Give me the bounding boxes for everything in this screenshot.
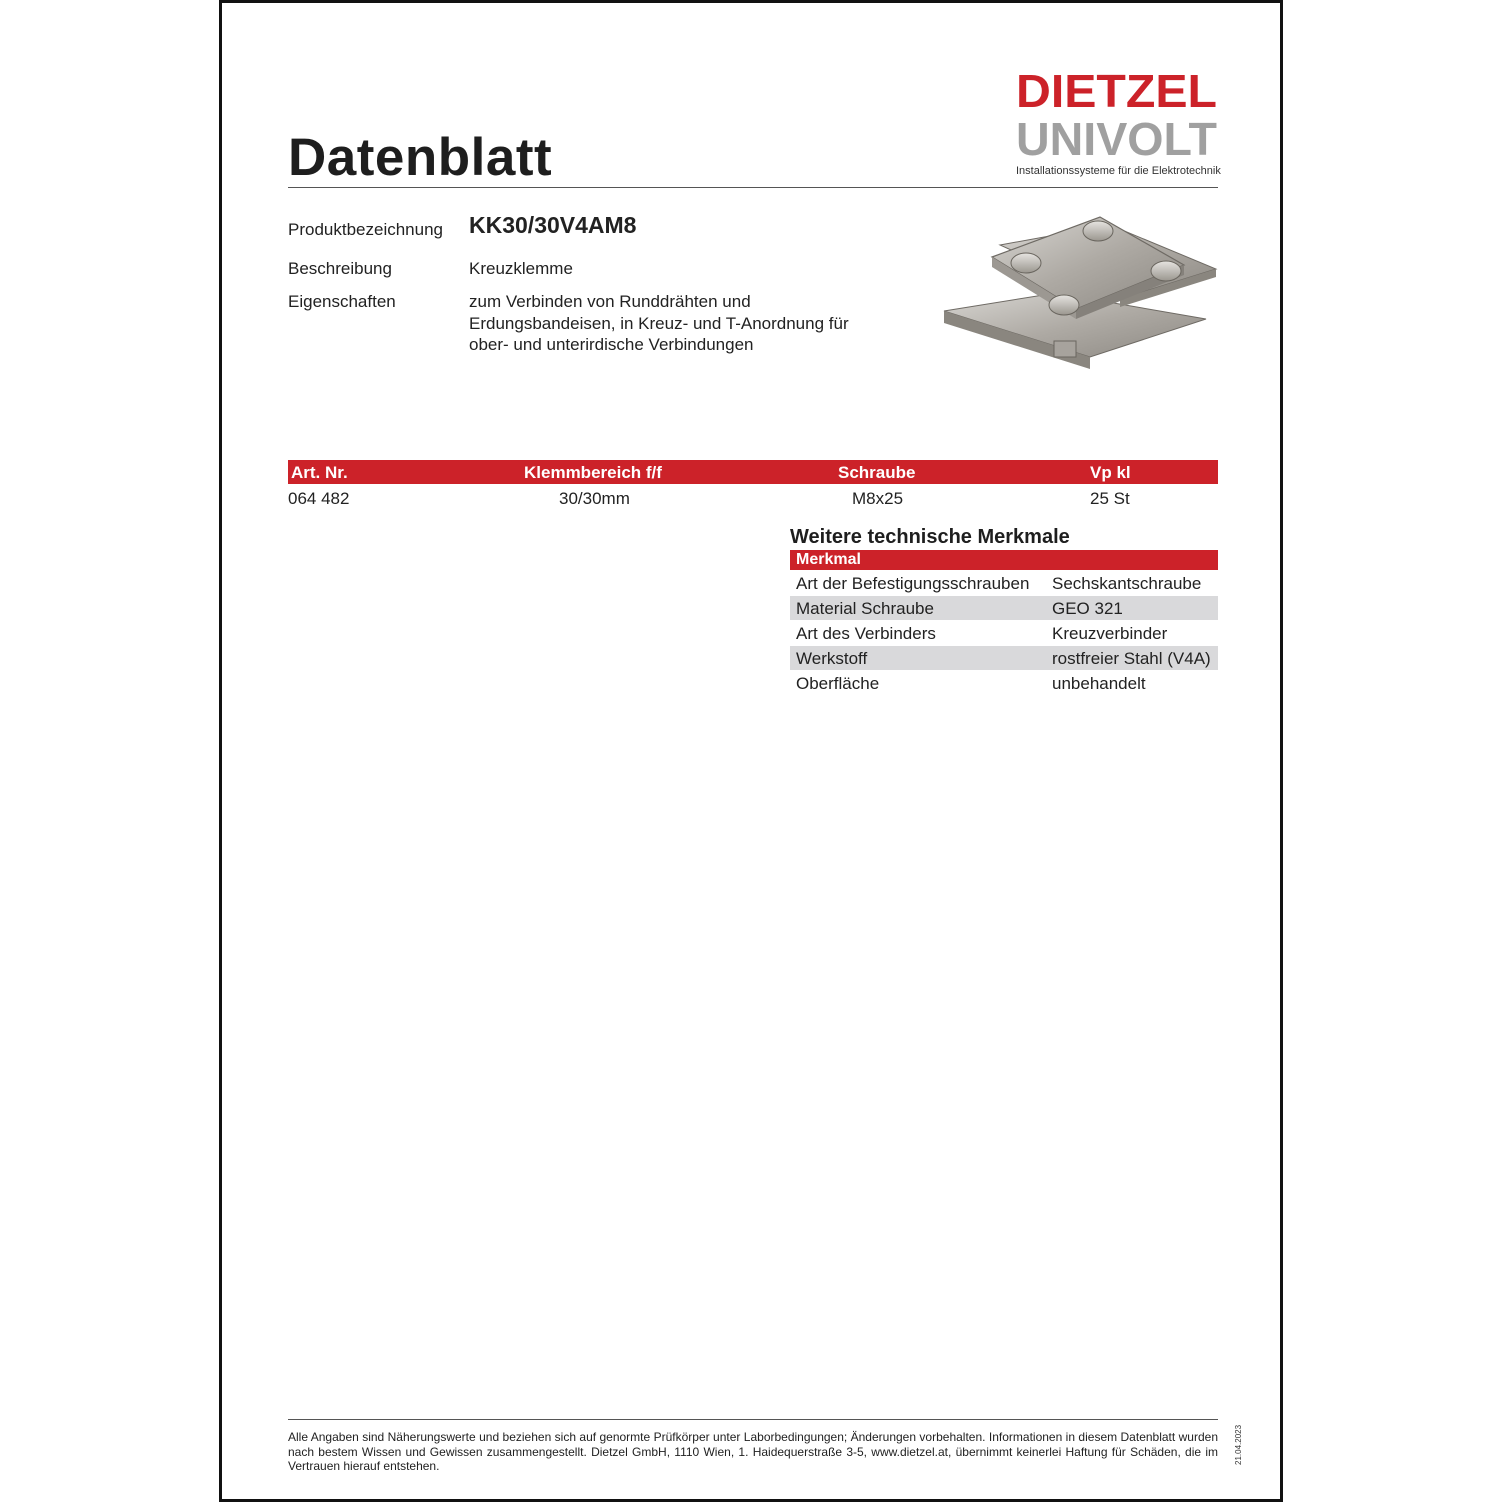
feature-key: Werkstoff: [796, 649, 868, 668]
product-name: KK30/30V4AM8: [469, 212, 637, 238]
footer-divider: [288, 1419, 1218, 1420]
properties-value: [469, 291, 849, 356]
features-header: [790, 550, 1218, 570]
feature-key: Material Schraube: [796, 599, 934, 618]
logo-tagline: Installationssysteme für die Elektrotechnik: [1016, 165, 1221, 177]
feature-value: Kreuzverbinder: [1052, 624, 1168, 643]
article-number: 064 482: [288, 489, 350, 508]
footer-disclaimer: Alle Angaben sind Näherungswerte und beziehen sich auf genormte Prüfkörper unter Laborbedingungen; Änderungen vorbehalten. Informationen in diesem Datenblatt wurden nach bestem Wissen und Gewissen zusammengestellt. Dietzel GmbH, 1110 Wien, 1. Haidequerstraße 3-5, www.dietzel.at, übernimmt keinerlei Haftung für Schäden, die im Vertrauen hierauf entstehen.: [288, 1430, 1218, 1473]
feature-row: [790, 621, 1218, 645]
column-header: Klemmbereich f/f: [524, 463, 662, 482]
description-value: Kreuzklemme: [469, 259, 573, 278]
clamp-range: 30/30mm: [559, 489, 630, 508]
packaging-unit: 25 St: [1090, 489, 1130, 508]
page-title: Datenblatt: [288, 128, 553, 187]
article-table-header: [288, 460, 1218, 484]
logo-line2: UNIVOLT: [1016, 113, 1217, 165]
column-header: Art. Nr.: [291, 463, 348, 482]
product-name-label: Produktbezeichnung: [288, 220, 444, 239]
feature-row: [790, 646, 1218, 670]
features-header-label: Merkmal: [796, 551, 861, 568]
properties-line: ober- und unterirdische Verbindungen: [469, 335, 754, 354]
feature-key: Oberfläche: [796, 674, 880, 693]
feature-value: GEO 321: [1052, 599, 1123, 618]
feature-row: [790, 571, 1218, 595]
feature-row: [790, 596, 1218, 620]
table-row: [288, 486, 1218, 510]
properties-line: zum Verbinden von Runddrähten und: [469, 292, 751, 311]
screw-size: M8x25: [852, 489, 904, 508]
document-date: 21.04.2023: [1234, 1424, 1243, 1465]
column-header: Vp kl: [1090, 463, 1131, 482]
feature-value: rostfreier Stahl (V4A): [1052, 649, 1211, 668]
datasheet-page: [219, 0, 1283, 1502]
description-label: Beschreibung: [288, 259, 392, 278]
features-title: Weitere technische Merkmale: [790, 526, 1070, 548]
properties-label: Eigenschaften: [288, 292, 396, 311]
feature-key: Art der Befestigungsschrauben: [796, 574, 1030, 593]
cross-clamp-photo-icon: [940, 211, 1220, 381]
properties-line: Erdungsbandeisen, in Kreuz- und T-Anordnung für: [469, 313, 849, 333]
feature-value: unbehandelt: [1052, 674, 1146, 693]
column-header: Schraube: [838, 463, 916, 482]
feature-row: [790, 671, 1218, 695]
logo-line1: DIETZEL: [1016, 69, 1217, 117]
header-divider: [288, 187, 1218, 188]
feature-key: Art des Verbinders: [796, 624, 936, 643]
feature-value: Sechskantschraube: [1052, 574, 1202, 593]
